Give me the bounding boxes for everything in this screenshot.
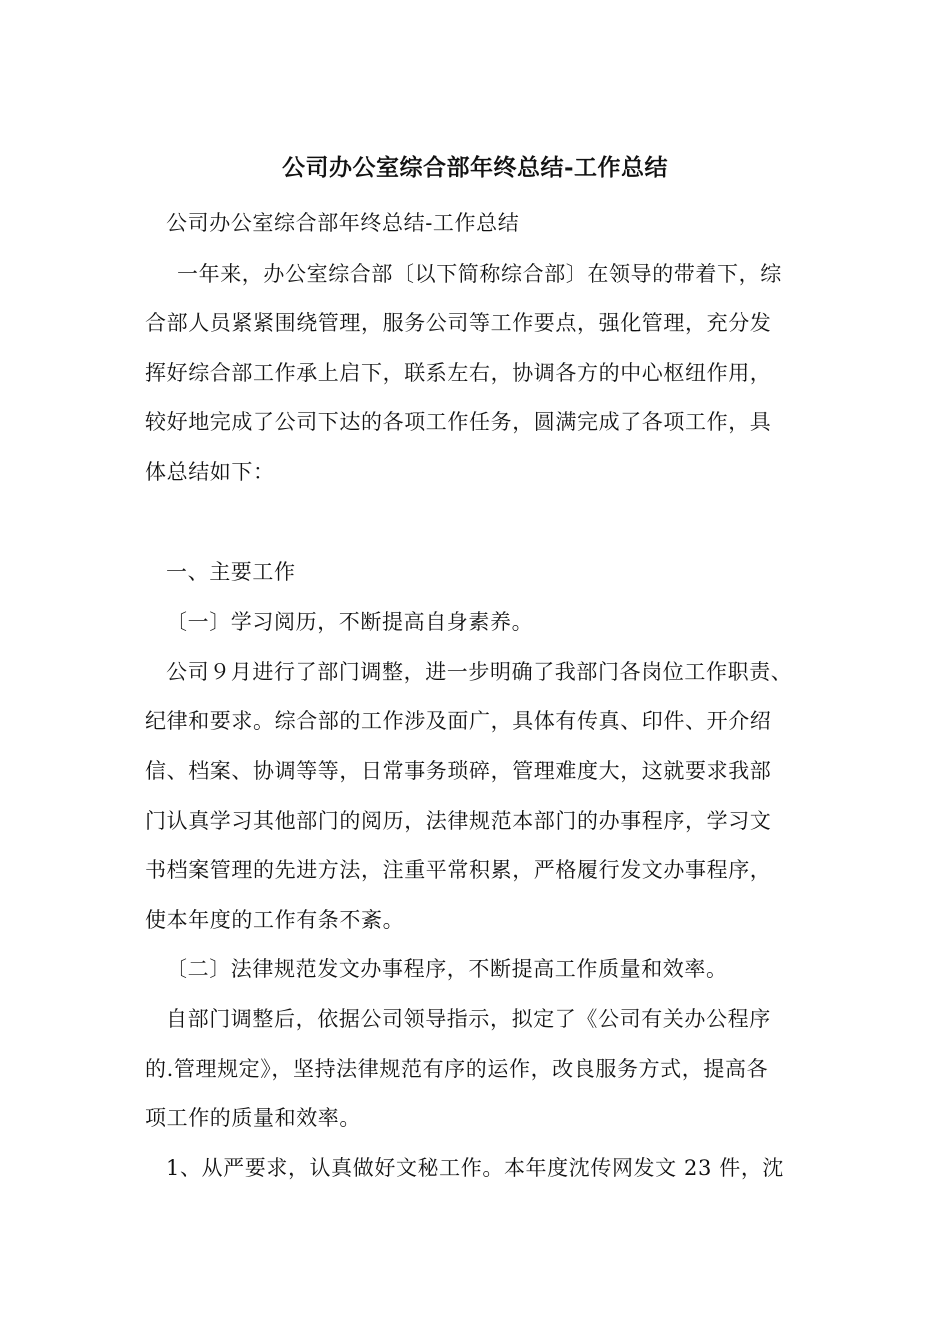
paragraph-line: 书档案管理的先进方法，注重平常积累，严格履行发文办事程序，	[145, 858, 772, 882]
paragraph-line: 门认真学习其他部门的阅历，法律规范本部门的办事程序，学习文	[145, 809, 772, 833]
paragraph-line: 的.管理规定》，坚持法律规范有序的运作，改良服务方式，提高各	[145, 1057, 769, 1081]
paragraph-line: 合部人员紧紧围绕管理，服务公司等工作要点，强化管理，充分发	[145, 311, 772, 335]
paragraph-line: 体总结如下：	[145, 460, 275, 484]
paragraph-line: 使本年度的工作有条不紊。	[145, 908, 405, 932]
section-heading: 一、主要工作	[166, 560, 296, 584]
document-subtitle: 公司办公室综合部年终总结-工作总结	[166, 211, 520, 235]
paragraph-line: 纪律和要求。综合部的工作涉及面广，具体有传真、印件、开介绍	[145, 709, 772, 733]
paragraph-line: 1、从严要求，认真做好文秘工作。本年度沈传网发文 23 件，沈	[166, 1156, 785, 1180]
document-title: 公司办公室综合部年终总结-工作总结	[281, 154, 669, 181]
paragraph-line: 挥好综合部工作承上启下，联系左右，协调各方的中心枢纽作用，	[145, 361, 772, 385]
paragraph-line: 项工作的质量和效率。	[145, 1106, 361, 1130]
paragraph-line: 公司９月进行了部门调整，进一步明确了我部门各岗位工作职责、	[166, 660, 793, 684]
subsection-heading: 〔二〕法律规范发文办事程序，不断提高工作质量和效率。	[166, 957, 728, 981]
paragraph-line: 一年来，办公室综合部〔以下简称综合部〕在领导的带着下，综	[177, 262, 782, 286]
paragraph-line: 信、档案、协调等等，日常事务琐碎，管理难度大，这就要求我部	[145, 759, 772, 783]
subsection-heading: 〔一〕学习阅历，不断提高自身素养。	[166, 610, 534, 634]
paragraph-line: 较好地完成了公司下达的各项工作任务，圆满完成了各项工作，具	[145, 410, 772, 434]
paragraph-line: 自部门调整后，依据公司领导指示，拟定了《公司有关办公程序	[166, 1007, 771, 1031]
